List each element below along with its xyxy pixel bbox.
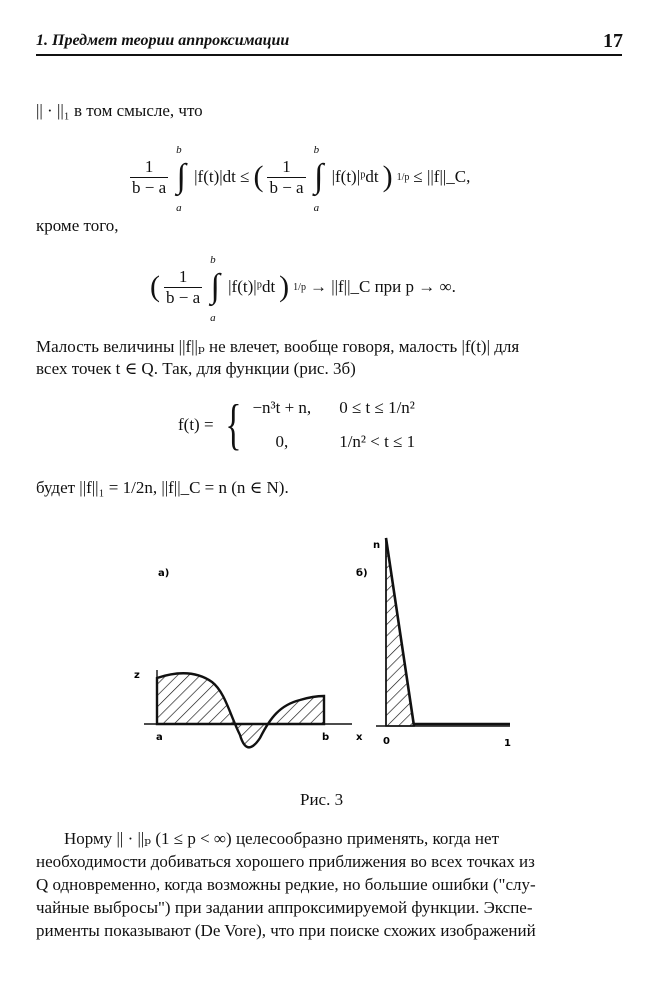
axis-label-n: n: [373, 540, 381, 551]
tick-b: b: [322, 732, 330, 743]
equation-1: $\frac{1}{b - a}$ b ∫ a |f(t)|dt ≤ ( $\frac{1}{b - a}$ b ∫ a |f(t)|ᵖdt ) 1/p ≤ ||f||_C,: [132, 144, 471, 214]
text-line: будет ||f||₁ = 1/2n, ||f||_C = n (n ∈ N).: [36, 478, 289, 497]
figure-3: [130, 530, 530, 755]
fraction: $\frac{1}{b - a}$: [269, 156, 304, 197]
piecewise-lhs: f(t) =: [178, 415, 214, 434]
text-line: Норму || · ||ₚ (1 ≤ p < ∞) целесообразно применять, когда нет: [64, 829, 499, 848]
case-2-cond: 1/n² < t ≤ 1: [339, 432, 416, 451]
equation-3: f(t) = { −n³t + n, 0 ≤ t ≤ 1/n² 0, 1/n² < t ≤ 1: [178, 394, 416, 456]
text-line: Q одновременно, когда возможны редкие, но большие ошибки ("слу-: [36, 875, 536, 894]
fraction: $\frac{1}{b - a}$: [132, 156, 167, 197]
text-line: рименты показывают (De Vore), что при поиске схожих изображений: [36, 921, 536, 940]
integrand: |f(t)|ᵖdt: [228, 277, 276, 296]
function-area-a: [157, 673, 324, 747]
integral-sign: b ∫ a: [313, 144, 324, 214]
header-rule: [36, 54, 622, 56]
integrand: |f(t)|dt ≤: [194, 167, 250, 186]
equation-2: ( $\frac{1}{b - a}$ b ∫ a |f(t)|ᵖdt ) 1/p → ||f||_C при p → ∞.: [150, 254, 456, 324]
panel-label-a: а): [158, 568, 170, 579]
running-header-title: 1. Предмет теории аппроксимации: [36, 32, 290, 49]
case-1-cond: 0 ≤ t ≤ 1/n²: [339, 398, 415, 417]
text-line: чайные выбросы") при задании аппроксимируемой функции. Экспе-: [36, 898, 533, 917]
axis-label-z: z: [134, 670, 140, 681]
paragraph-start: || · ||₁ в том смысле, что: [36, 101, 203, 120]
tick-1: 1: [504, 738, 511, 749]
exponent: 1/p: [396, 171, 410, 183]
panel-label-b: б): [356, 568, 368, 579]
case-1-expr: −n³t + n,: [252, 398, 312, 417]
text-line: кроме того,: [36, 216, 119, 235]
integral-sign: b ∫ a: [210, 254, 220, 324]
equation-rhs: ≤ ||f||_C,: [413, 167, 471, 186]
text-line: необходимости добиваться хорошего приближения во всех точках из: [36, 852, 535, 871]
page-number: 17: [603, 30, 623, 52]
text-line: всех точек t ∈ Q. Так, для функции (рис. 3б): [36, 359, 356, 378]
tick-a: a: [156, 732, 163, 743]
equation-rhs: → ||f||_C при p → ∞.: [309, 277, 456, 296]
figure-caption: Рис. 3: [300, 790, 344, 809]
fraction: $\frac{1}{b - a}$: [166, 266, 201, 307]
axis-label-x: x: [356, 732, 363, 743]
tick-0: 0: [383, 736, 390, 747]
exponent: 1/p: [293, 281, 306, 293]
integrand: |f(t)|ᵖdt: [331, 167, 379, 186]
case-2-expr: 0,: [275, 432, 289, 451]
integral-sign: b ∫ a: [176, 144, 186, 214]
text-line: Малость величины ||f||ₚ не влечет, вообще говоря, малость |f(t)| для: [36, 337, 520, 356]
